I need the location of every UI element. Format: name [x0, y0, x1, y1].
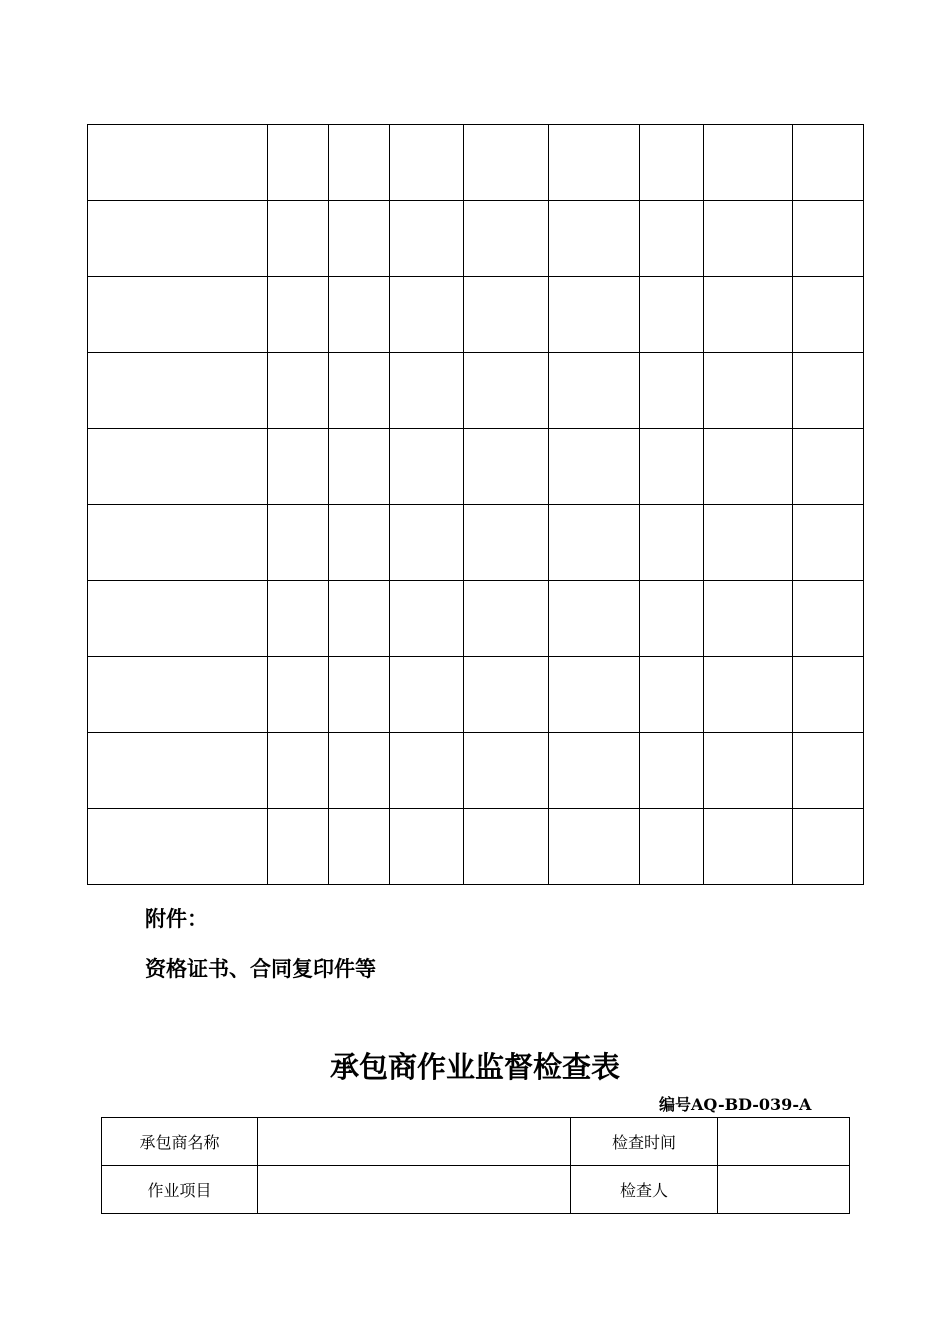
grid-cell[interactable]	[268, 125, 329, 201]
grid-row	[88, 581, 864, 657]
form-code: 编号AQ-BD-039-A	[659, 1095, 812, 1114]
form-row-contractor	[102, 1118, 850, 1166]
grid-cell[interactable]	[793, 353, 864, 429]
attachment-label: 附件：	[145, 906, 208, 931]
grid-cell[interactable]	[88, 277, 268, 353]
grid-cell[interactable]	[640, 353, 704, 429]
grid-cell[interactable]	[268, 809, 329, 885]
grid-row	[88, 429, 864, 505]
grid-cell[interactable]	[329, 809, 390, 885]
grid-cell[interactable]	[640, 657, 704, 733]
grid-row	[88, 733, 864, 809]
form-title: 承包商作业监督检查表	[329, 1050, 620, 1084]
grid-cell[interactable]	[390, 125, 464, 201]
grid-cell[interactable]	[464, 429, 549, 505]
grid-row	[88, 657, 864, 733]
contractor-name-field[interactable]	[258, 1118, 571, 1166]
blank-grid-table	[87, 124, 864, 885]
grid-row	[88, 125, 864, 201]
grid-cell[interactable]	[268, 581, 329, 657]
grid-cell[interactable]	[640, 733, 704, 809]
grid-cell[interactable]	[704, 429, 793, 505]
grid-cell[interactable]	[390, 277, 464, 353]
grid-cell[interactable]	[793, 581, 864, 657]
grid-cell[interactable]	[464, 733, 549, 809]
grid-cell[interactable]	[640, 505, 704, 581]
grid-cell[interactable]	[793, 733, 864, 809]
grid-cell[interactable]	[390, 505, 464, 581]
grid-cell[interactable]	[793, 201, 864, 277]
grid-cell[interactable]	[329, 125, 390, 201]
grid-cell[interactable]	[704, 125, 793, 201]
work-item-label: 作业项目	[102, 1166, 258, 1214]
grid-cell[interactable]	[268, 353, 329, 429]
grid-cell[interactable]	[88, 809, 268, 885]
grid-cell[interactable]	[549, 201, 640, 277]
grid-cell[interactable]	[329, 581, 390, 657]
grid-cell[interactable]	[549, 505, 640, 581]
grid-cell[interactable]	[640, 125, 704, 201]
grid-cell[interactable]	[549, 657, 640, 733]
attachment-text: 资格证书、合同复印件等	[145, 956, 376, 981]
grid-cell[interactable]	[88, 429, 268, 505]
grid-row	[88, 809, 864, 885]
grid-cell[interactable]	[268, 733, 329, 809]
grid-cell[interactable]	[640, 581, 704, 657]
grid-cell[interactable]	[268, 657, 329, 733]
grid-cell[interactable]	[549, 581, 640, 657]
grid-row	[88, 505, 864, 581]
grid-cell[interactable]	[390, 733, 464, 809]
inspection-time-label: 检查时间	[571, 1118, 718, 1166]
grid-cell[interactable]	[464, 581, 549, 657]
grid-cell[interactable]	[390, 657, 464, 733]
grid-cell[interactable]	[390, 201, 464, 277]
inspector-field[interactable]	[718, 1166, 850, 1214]
grid-cell[interactable]	[329, 201, 390, 277]
grid-cell[interactable]	[640, 429, 704, 505]
grid-cell[interactable]	[464, 657, 549, 733]
grid-cell[interactable]	[390, 353, 464, 429]
grid-cell[interactable]	[793, 125, 864, 201]
grid-cell[interactable]	[464, 809, 549, 885]
grid-cell[interactable]	[88, 353, 268, 429]
grid-cell[interactable]	[268, 201, 329, 277]
grid-cell[interactable]	[704, 505, 793, 581]
grid-cell[interactable]	[704, 733, 793, 809]
grid-cell[interactable]	[329, 353, 390, 429]
grid-cell[interactable]	[704, 581, 793, 657]
grid-cell[interactable]	[329, 505, 390, 581]
grid-cell[interactable]	[390, 429, 464, 505]
inspector-label: 检查人	[571, 1166, 718, 1214]
grid-cell[interactable]	[704, 277, 793, 353]
blank-grid-body	[88, 125, 864, 885]
grid-cell[interactable]	[793, 657, 864, 733]
grid-cell[interactable]	[549, 125, 640, 201]
grid-cell[interactable]	[793, 809, 864, 885]
grid-cell[interactable]	[464, 353, 549, 429]
inspection-time-field[interactable]	[718, 1118, 850, 1166]
grid-cell[interactable]	[464, 505, 549, 581]
grid-cell[interactable]	[640, 809, 704, 885]
grid-cell[interactable]	[88, 201, 268, 277]
grid-cell[interactable]	[549, 809, 640, 885]
grid-cell[interactable]	[268, 505, 329, 581]
grid-cell[interactable]	[329, 429, 390, 505]
grid-cell[interactable]	[268, 277, 329, 353]
grid-cell[interactable]	[329, 657, 390, 733]
grid-cell[interactable]	[464, 125, 549, 201]
grid-cell[interactable]	[704, 809, 793, 885]
grid-cell[interactable]	[88, 581, 268, 657]
grid-cell[interactable]	[88, 125, 268, 201]
grid-row	[88, 201, 864, 277]
form-row-work-item	[102, 1166, 850, 1214]
grid-cell[interactable]	[704, 657, 793, 733]
grid-cell[interactable]	[329, 733, 390, 809]
work-item-field[interactable]	[258, 1166, 571, 1214]
grid-row	[88, 277, 864, 353]
grid-cell[interactable]	[390, 581, 464, 657]
grid-cell[interactable]	[549, 733, 640, 809]
grid-cell[interactable]	[704, 353, 793, 429]
grid-cell[interactable]	[390, 809, 464, 885]
contractor-name-label: 承包商名称	[102, 1118, 258, 1166]
grid-cell[interactable]	[88, 733, 268, 809]
grid-cell[interactable]	[549, 353, 640, 429]
grid-cell[interactable]	[88, 505, 268, 581]
grid-cell[interactable]	[268, 429, 329, 505]
grid-cell[interactable]	[464, 201, 549, 277]
grid-cell[interactable]	[793, 277, 864, 353]
grid-cell[interactable]	[88, 657, 268, 733]
grid-cell[interactable]	[704, 201, 793, 277]
grid-cell[interactable]	[329, 277, 390, 353]
grid-cell[interactable]	[640, 277, 704, 353]
grid-cell[interactable]	[640, 201, 704, 277]
grid-row	[88, 353, 864, 429]
inspection-form-table	[101, 1117, 850, 1214]
grid-cell[interactable]	[549, 429, 640, 505]
grid-cell[interactable]	[793, 429, 864, 505]
grid-cell[interactable]	[793, 505, 864, 581]
grid-cell[interactable]	[549, 277, 640, 353]
grid-cell[interactable]	[464, 277, 549, 353]
